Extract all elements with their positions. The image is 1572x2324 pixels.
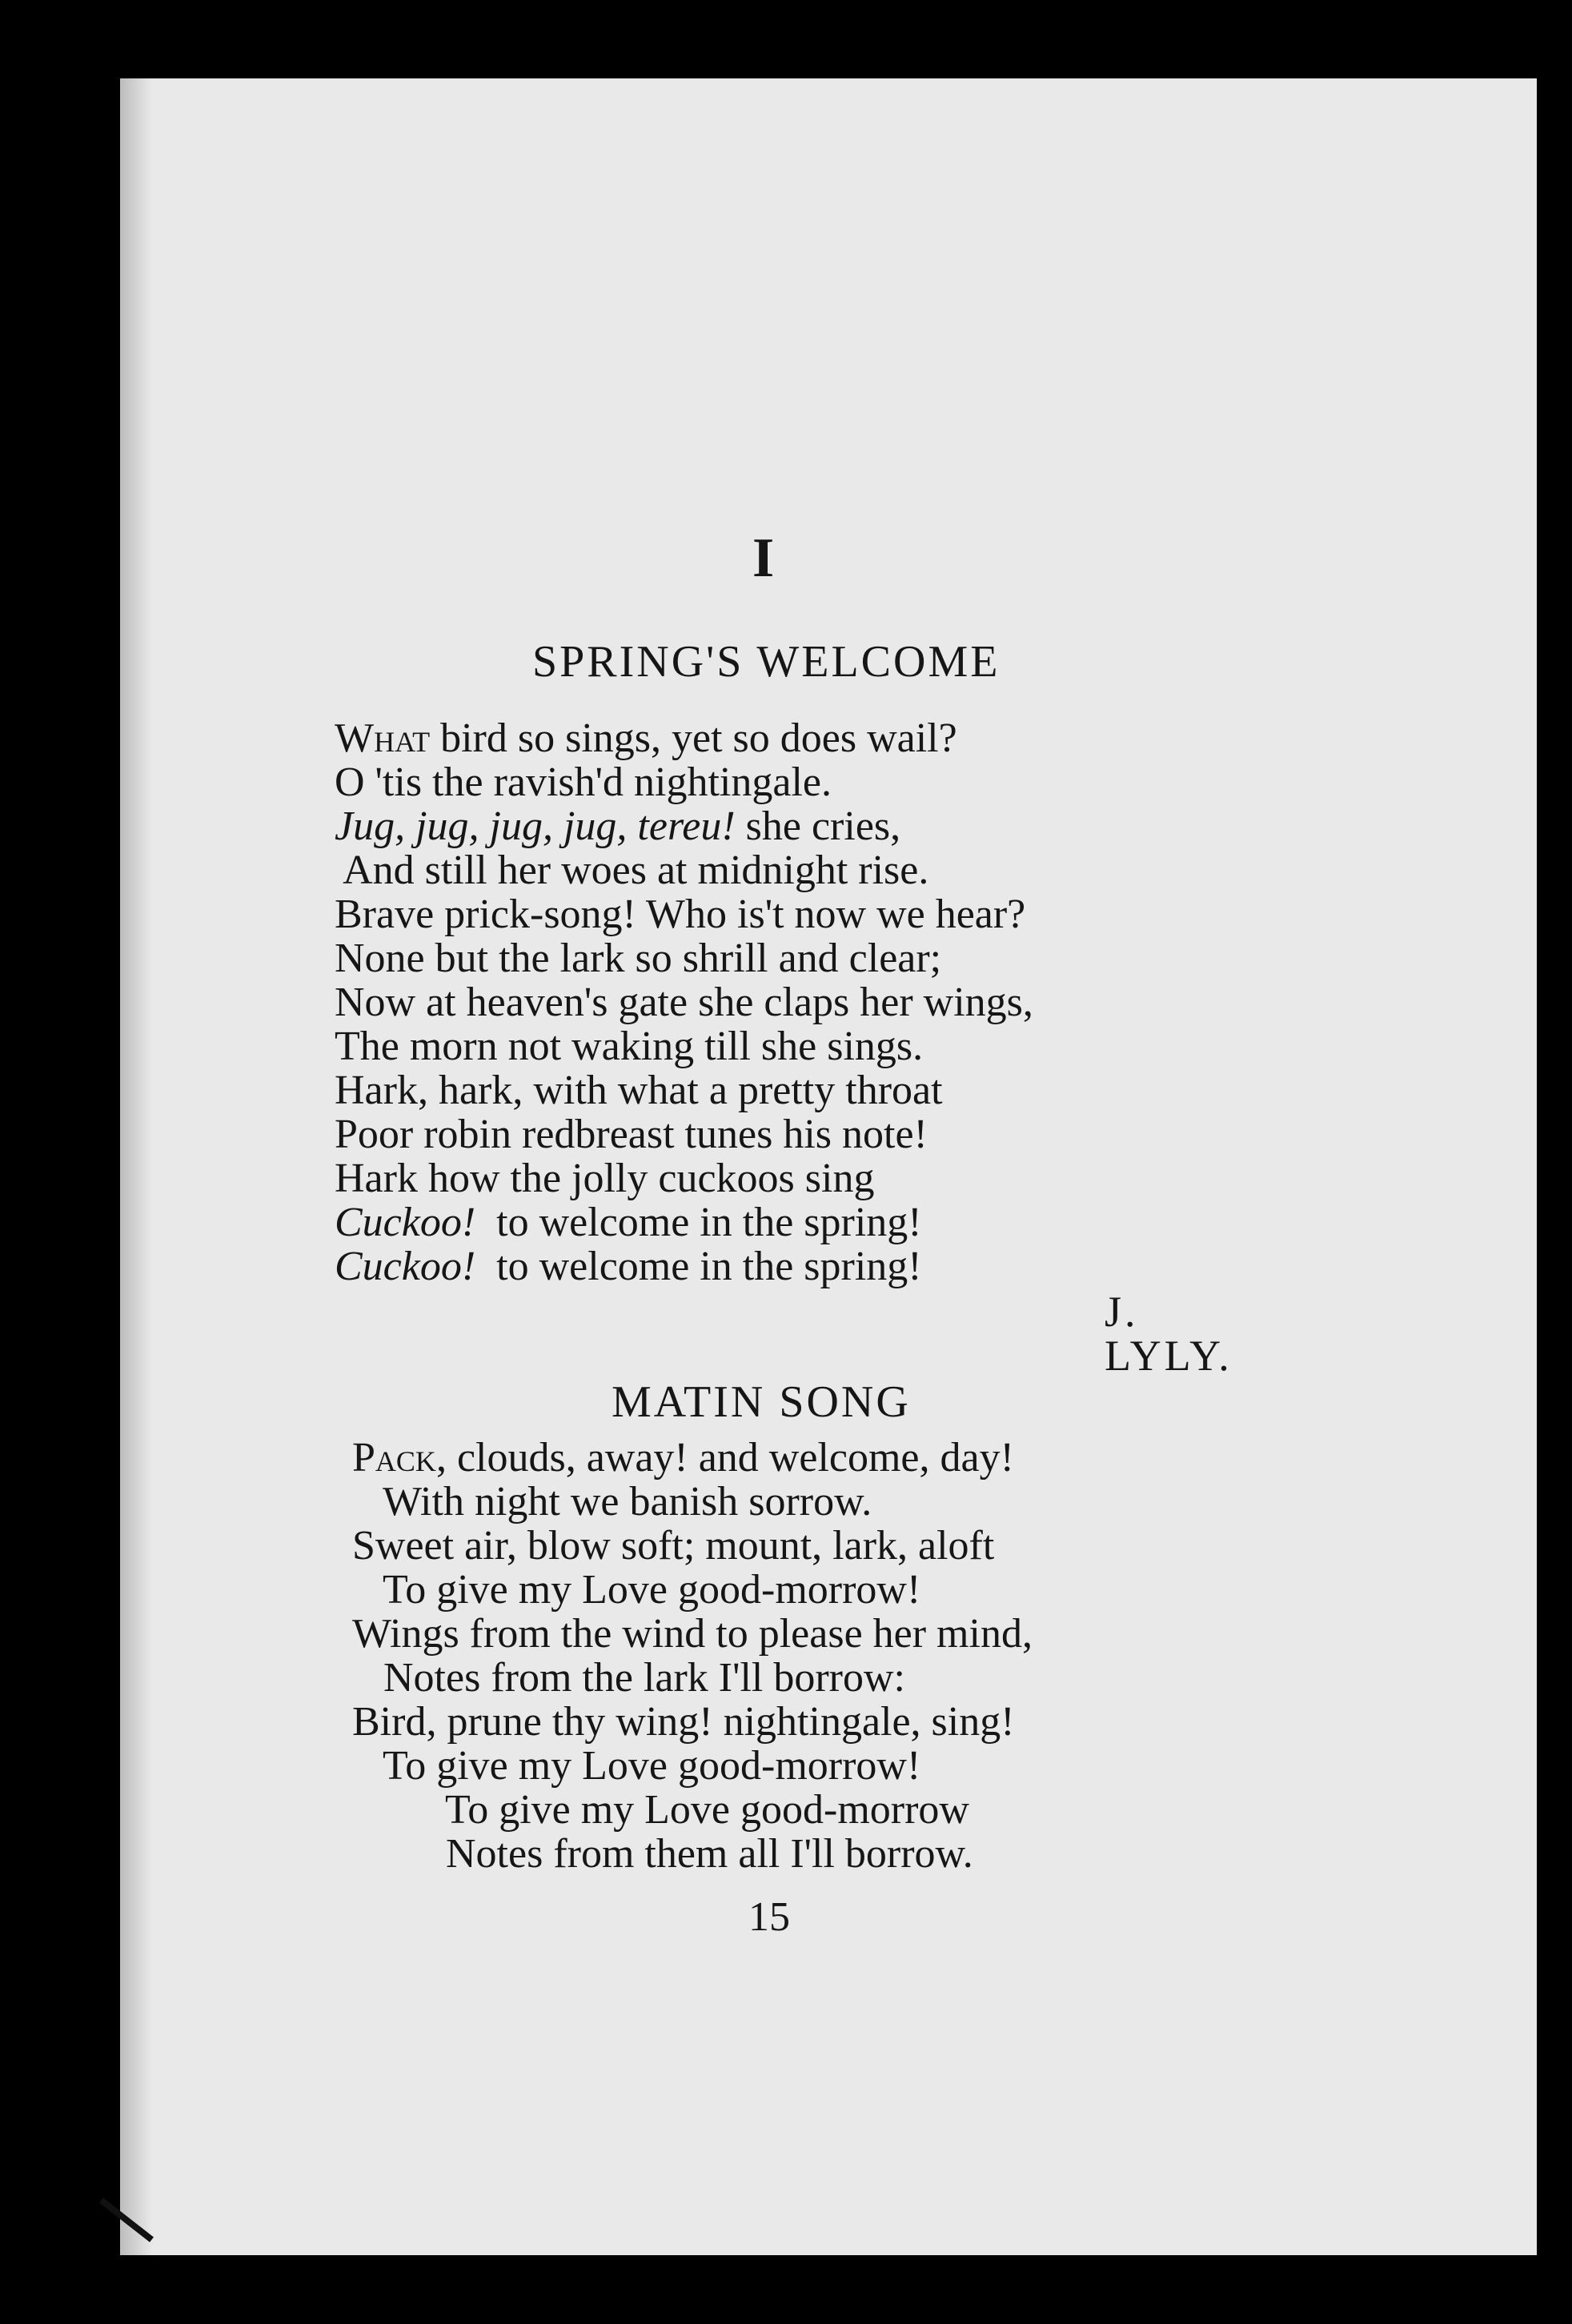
section-numeral: I — [752, 527, 776, 589]
poem-line: Poor robin redbreast tunes his note! — [335, 1112, 928, 1157]
gutter-shadow — [120, 78, 152, 2255]
poem-line: To give my Love good-morrow! — [352, 1567, 921, 1613]
poem-line: Now at heaven's gate she claps her wings, — [335, 980, 1033, 1025]
poem-line: Cuckoo! to welcome in the spring! — [335, 1200, 922, 1245]
poem-line: Brave prick-song! Who is't now we hear? — [335, 892, 1026, 937]
poem-line: Hark, hark, with what a pretty throat — [335, 1068, 943, 1113]
poem-springs-welcome — [335, 716, 1033, 1288]
poem-line: Cuckoo! to welcome in the spring! — [335, 1244, 922, 1289]
poem-line: The morn not waking till she sings. — [335, 1024, 924, 1069]
poem-title-matin-song: MATIN SONG — [612, 1377, 911, 1427]
poem-title-springs-welcome: SPRING'S WELCOME — [532, 637, 1001, 687]
poem-line: Wings from the wind to please her mind, — [352, 1611, 1033, 1657]
poem-line: Pack, clouds, away! and welcome, day! — [352, 1435, 1014, 1481]
poem-line: To give my Love good-morrow! — [352, 1743, 921, 1789]
poem-line: None but the lark so shrill and clear; — [335, 936, 942, 981]
poem-line: Bird, prune thy wing! nightingale, sing! — [352, 1699, 1015, 1745]
poem-line: To give my Love good-morrow — [352, 1787, 969, 1833]
poem-line: What bird so sings, yet so does wail? — [335, 715, 957, 761]
poem-line: O 'tis the ravish'd nightingale. — [335, 759, 832, 805]
poem-line: Notes from the lark I'll borrow: — [352, 1655, 905, 1701]
poem-attribution: J. LYLY. — [1105, 1288, 1233, 1380]
poem-line: Sweet air, blow soft; mount, lark, aloft — [352, 1523, 995, 1569]
page-number: 15 — [748, 1894, 790, 1940]
poem-line: With night we banish sorrow. — [352, 1479, 872, 1525]
poem-line: Jug, jug, jug, jug, tereu! she cries, — [335, 803, 901, 849]
poem-matin-song — [352, 1436, 1033, 1876]
poem-line: Notes from them all I'll borrow. — [352, 1831, 973, 1877]
poem-line: Hark how the jolly cuckoos sing — [335, 1156, 875, 1201]
poem-line: And still her woes at midnight rise. — [335, 847, 929, 893]
